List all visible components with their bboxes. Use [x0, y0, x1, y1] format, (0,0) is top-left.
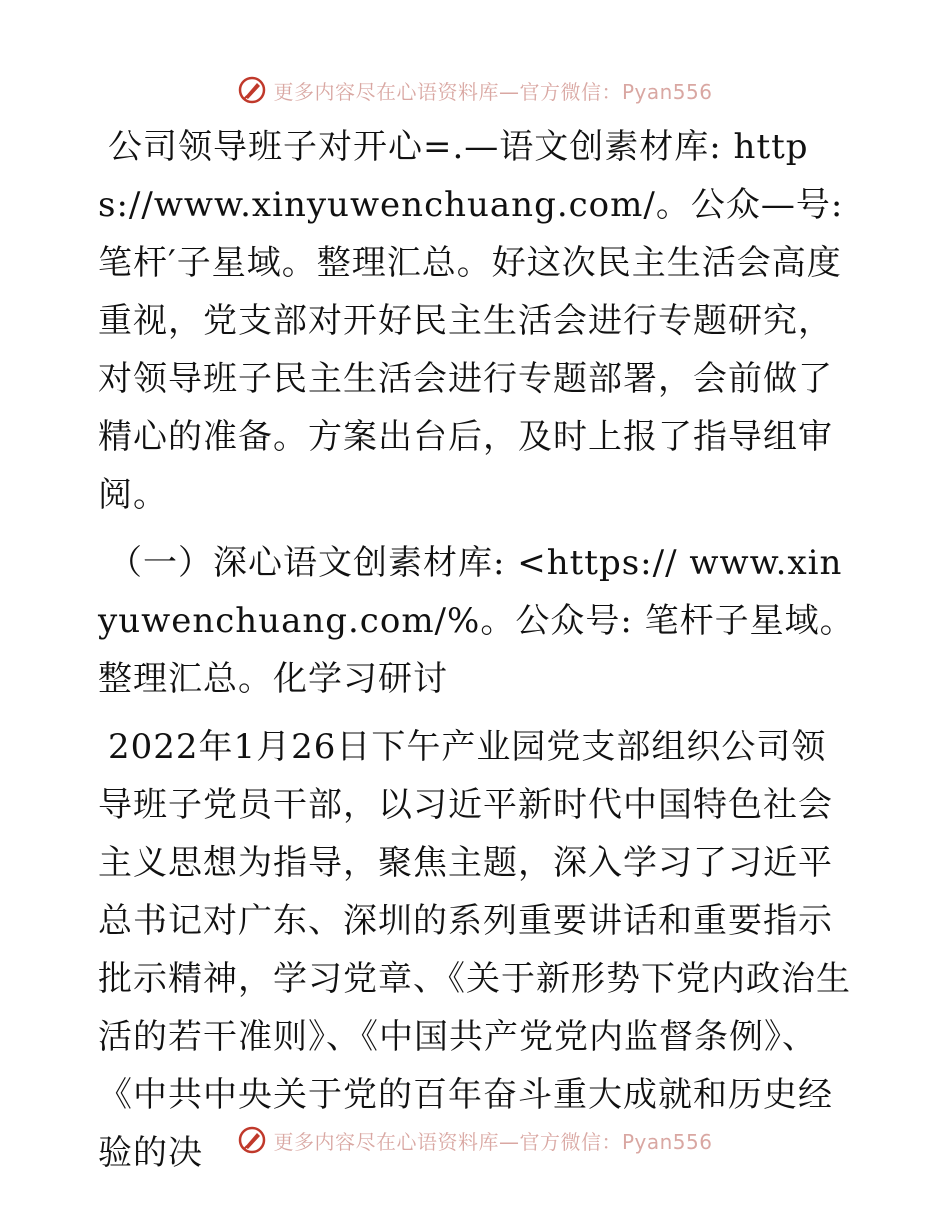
- paragraph-1: [98, 118, 858, 524]
- paragraph-1-text: 公司领导班子对开心=.—语文创素材库: https://www.xinyuwenchuang.com/。公众—号: 笔杆′子星域。整理汇总。好这次民主生活会高度重视，党支部对开好民主生活会进行专题研究，对领导班子民主生活会进行专题部署，会前做了精心的准备。方案出台后，及时上报了指导组审阅。: [98, 127, 844, 515]
- header-watermark-banner: [0, 70, 950, 110]
- footer-watermark-text: 更多内容尽在心语资料库—官方微信：Pyan556: [273, 1129, 713, 1154]
- paragraph-2: [98, 534, 858, 708]
- feather-pen-logo-icon: [237, 1125, 267, 1155]
- paragraph-3-text: 2022年1月26日下午产业园党支部组织公司领导班子党员干部，以习近平新时代中国特色社会主义思想为指导，聚焦主题，深入学习了习近平总书记对广东、深圳的系列重要讲话和重要指示批示精神，学习党章、《关于新形势下党内政治生活的若干准则》、《中国共产党党内监督条例》、《中共中央关于党的百年奋斗重大成就和历史经验的决: [98, 727, 851, 1173]
- paragraph-2-text: （一）深心语文创素材库: <https:// www.xinyuwenchuang.com/%。公众号: 笔杆子星域。整理汇总。化学习研讨: [98, 543, 855, 699]
- footer-watermark-banner: [0, 1120, 950, 1160]
- header-watermark-text: 更多内容尽在心语资料库—官方微信：Pyan556: [273, 79, 713, 104]
- paragraph-3: [98, 718, 858, 1182]
- document-body: [98, 118, 858, 1192]
- feather-pen-logo-icon: [237, 75, 267, 105]
